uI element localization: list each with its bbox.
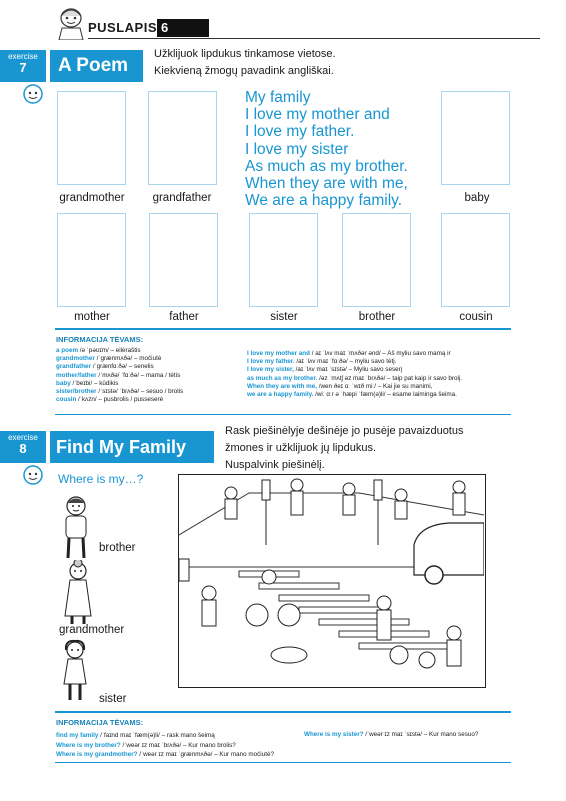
exercise-8-number: 8 <box>19 441 27 456</box>
glossary-entry: Where is my sister? /ˈweər ɪz maɪ ˈsɪstə/ – Kur mano sesuo? <box>304 731 479 738</box>
bottom-divider <box>55 762 511 763</box>
label-baby: baby <box>464 192 490 204</box>
glossary-left <box>56 347 246 404</box>
glossary-8-left <box>56 731 306 760</box>
label-father: father <box>169 311 199 323</box>
info-divider <box>55 328 511 330</box>
exercise-7-instruction-2: Kiekvieną žmogų pavadink angliškai. <box>154 65 334 77</box>
label-grandmother: grandmother <box>59 192 125 204</box>
glossary-entry: a poem /ə ˈpəʊɪm/ – eilėraštis <box>56 347 141 354</box>
mascot-logo <box>56 6 86 40</box>
exercise-7-title: A Poem <box>50 50 143 82</box>
glossary-entry: sister/brother /ˈsɪstə/ ˈbrʌðə/ – sesuo / brolis <box>56 388 184 396</box>
grandmother-figure <box>58 560 98 626</box>
sticker-box-brother[interactable] <box>342 213 411 307</box>
sticker-box-grandfather[interactable] <box>148 91 217 185</box>
brother-figure <box>56 494 96 562</box>
where-is-my-label: Where is my…? <box>58 472 144 486</box>
exercise-8-title: Find My Family <box>50 431 214 463</box>
header-divider <box>88 38 540 39</box>
exercise-7-tab-label: exercise <box>8 52 38 61</box>
page-number: 6 <box>157 19 209 37</box>
glossary-entry: baby /ˈbeɪbi/ – kūdikis <box>56 379 119 387</box>
exercise-8-tab-label: exercise <box>8 433 38 442</box>
poem-line: I love my father. <box>245 123 355 141</box>
glossary-entry: Where is my brother? /ˈweər ɪz maɪ ˈbrʌðə/ – Kur mano brolis? <box>56 741 236 749</box>
glossary-entry: I love my mother and / aɪ ˈlʌv maɪ ˈmʌðər ənd/ – Aš myliu savo mamą ir <box>247 350 451 357</box>
sister-figure <box>55 638 95 704</box>
glossary-entry: find my family /ˈfaɪnd maɪ ˈfæm(ə)li/ – rask mano šeimą <box>56 732 215 739</box>
label-grandmother-find: grandmother <box>59 624 125 636</box>
poem-line: My family <box>245 89 311 106</box>
exercise-8-tab <box>0 431 46 463</box>
glossary-entry: we are a happy family. /wiː ɑːr ə ˈhæpi ˈfæm(ə)li/ – esame laiminga šeima. <box>247 391 457 399</box>
sticker-box-grandmother[interactable] <box>57 91 126 185</box>
poem-line: I love my sister <box>245 140 349 158</box>
exercise-7-instructions <box>154 46 336 80</box>
glossary-entry: Where is my grandmother? /ˈweər ɪz maɪ ˈɡrænmʌðə/ – Kur mano močiutė? <box>56 751 274 758</box>
sticker-box-baby[interactable] <box>441 91 510 185</box>
glossary-entry: as much as my brother. /əz ˈmʌtʃ əz maɪ ˈbrʌðə/ – taip pat kaip ir savo brolį. <box>247 374 463 382</box>
poem-line: We are a happy family. <box>245 192 403 210</box>
label-grandfather: grandfather <box>152 192 212 204</box>
sticker-box-sister[interactable] <box>249 213 318 307</box>
exercise-8-instruction-2: žmones ir užklijuok jų lipdukus. <box>225 442 377 454</box>
sticker-box-cousin[interactable] <box>441 213 510 307</box>
glossary-entry: When they are with me, /wen ðeɪ ɑː ˈwɪð miː/ – Kai jie su manimi, <box>247 382 433 390</box>
info-divider-8 <box>55 711 511 713</box>
label-sister: sister <box>270 311 298 323</box>
poem <box>245 89 408 209</box>
sticker-box-mother[interactable] <box>57 213 126 307</box>
header-title: PUSLAPIS <box>88 20 158 35</box>
sticker-box-father[interactable] <box>149 213 218 307</box>
glossary-right <box>247 350 517 399</box>
poem-line: As much as my brother. <box>245 157 408 175</box>
exercise-7-mascot-icon <box>20 82 46 108</box>
exercise-7-number: 7 <box>19 60 27 75</box>
section-divider <box>55 414 511 415</box>
label-mother: mother <box>74 311 110 323</box>
glossary-entry: grandfather /ˈɡrænfɑːðə/ – senelis <box>56 363 154 371</box>
exercise-7-instruction-1: Užklijuok lipdukus tinkamose vietose. <box>154 48 336 60</box>
glossary-entry: cousin /ˈkʌzn/ – pusbrolis / pusseserė <box>56 396 164 404</box>
exercise-8-instruction-1: Rask piešinėlyje dešinėje jo pusėje pavaizduotus <box>225 425 464 437</box>
info-heading: INFORMACIJA TĖVAMS: <box>56 335 144 344</box>
poem-line: I love my mother and <box>245 106 390 124</box>
exercise-8-instructions <box>225 423 463 474</box>
poem-line: When they are with me, <box>245 175 408 193</box>
label-brother-find: brother <box>99 542 136 554</box>
glossary-entry: I love my father. /aɪ ˈlʌv maɪ ˈfɑːðə/ – myliu savo tėtį. <box>247 358 397 366</box>
glossary-entry: mother/father /ˈmʌðə/ ˈfɑːðə/ – mama / tėtis <box>56 371 181 379</box>
info-heading-8: INFORMACIJA TĖVAMS: <box>56 718 144 727</box>
glossary-entry: grandmother /ˈɡrænmʌðə/ – močiutė <box>56 355 162 363</box>
label-sister-find: sister <box>99 693 127 705</box>
label-brother: brother <box>358 311 396 323</box>
glossary-entry: I love my sister, /aɪ ˈlʌv maɪ ˈsɪstə/ – Myliu savo seserį <box>247 366 403 374</box>
exercise-7-tab <box>0 50 46 82</box>
glossary-8-right <box>304 731 514 739</box>
street-scene-picture <box>178 474 486 688</box>
exercise-8-instruction-3: Nuspalvink piešinėlį. <box>225 459 325 471</box>
exercise-8-mascot-icon <box>20 463 46 489</box>
label-cousin: cousin <box>459 311 493 323</box>
